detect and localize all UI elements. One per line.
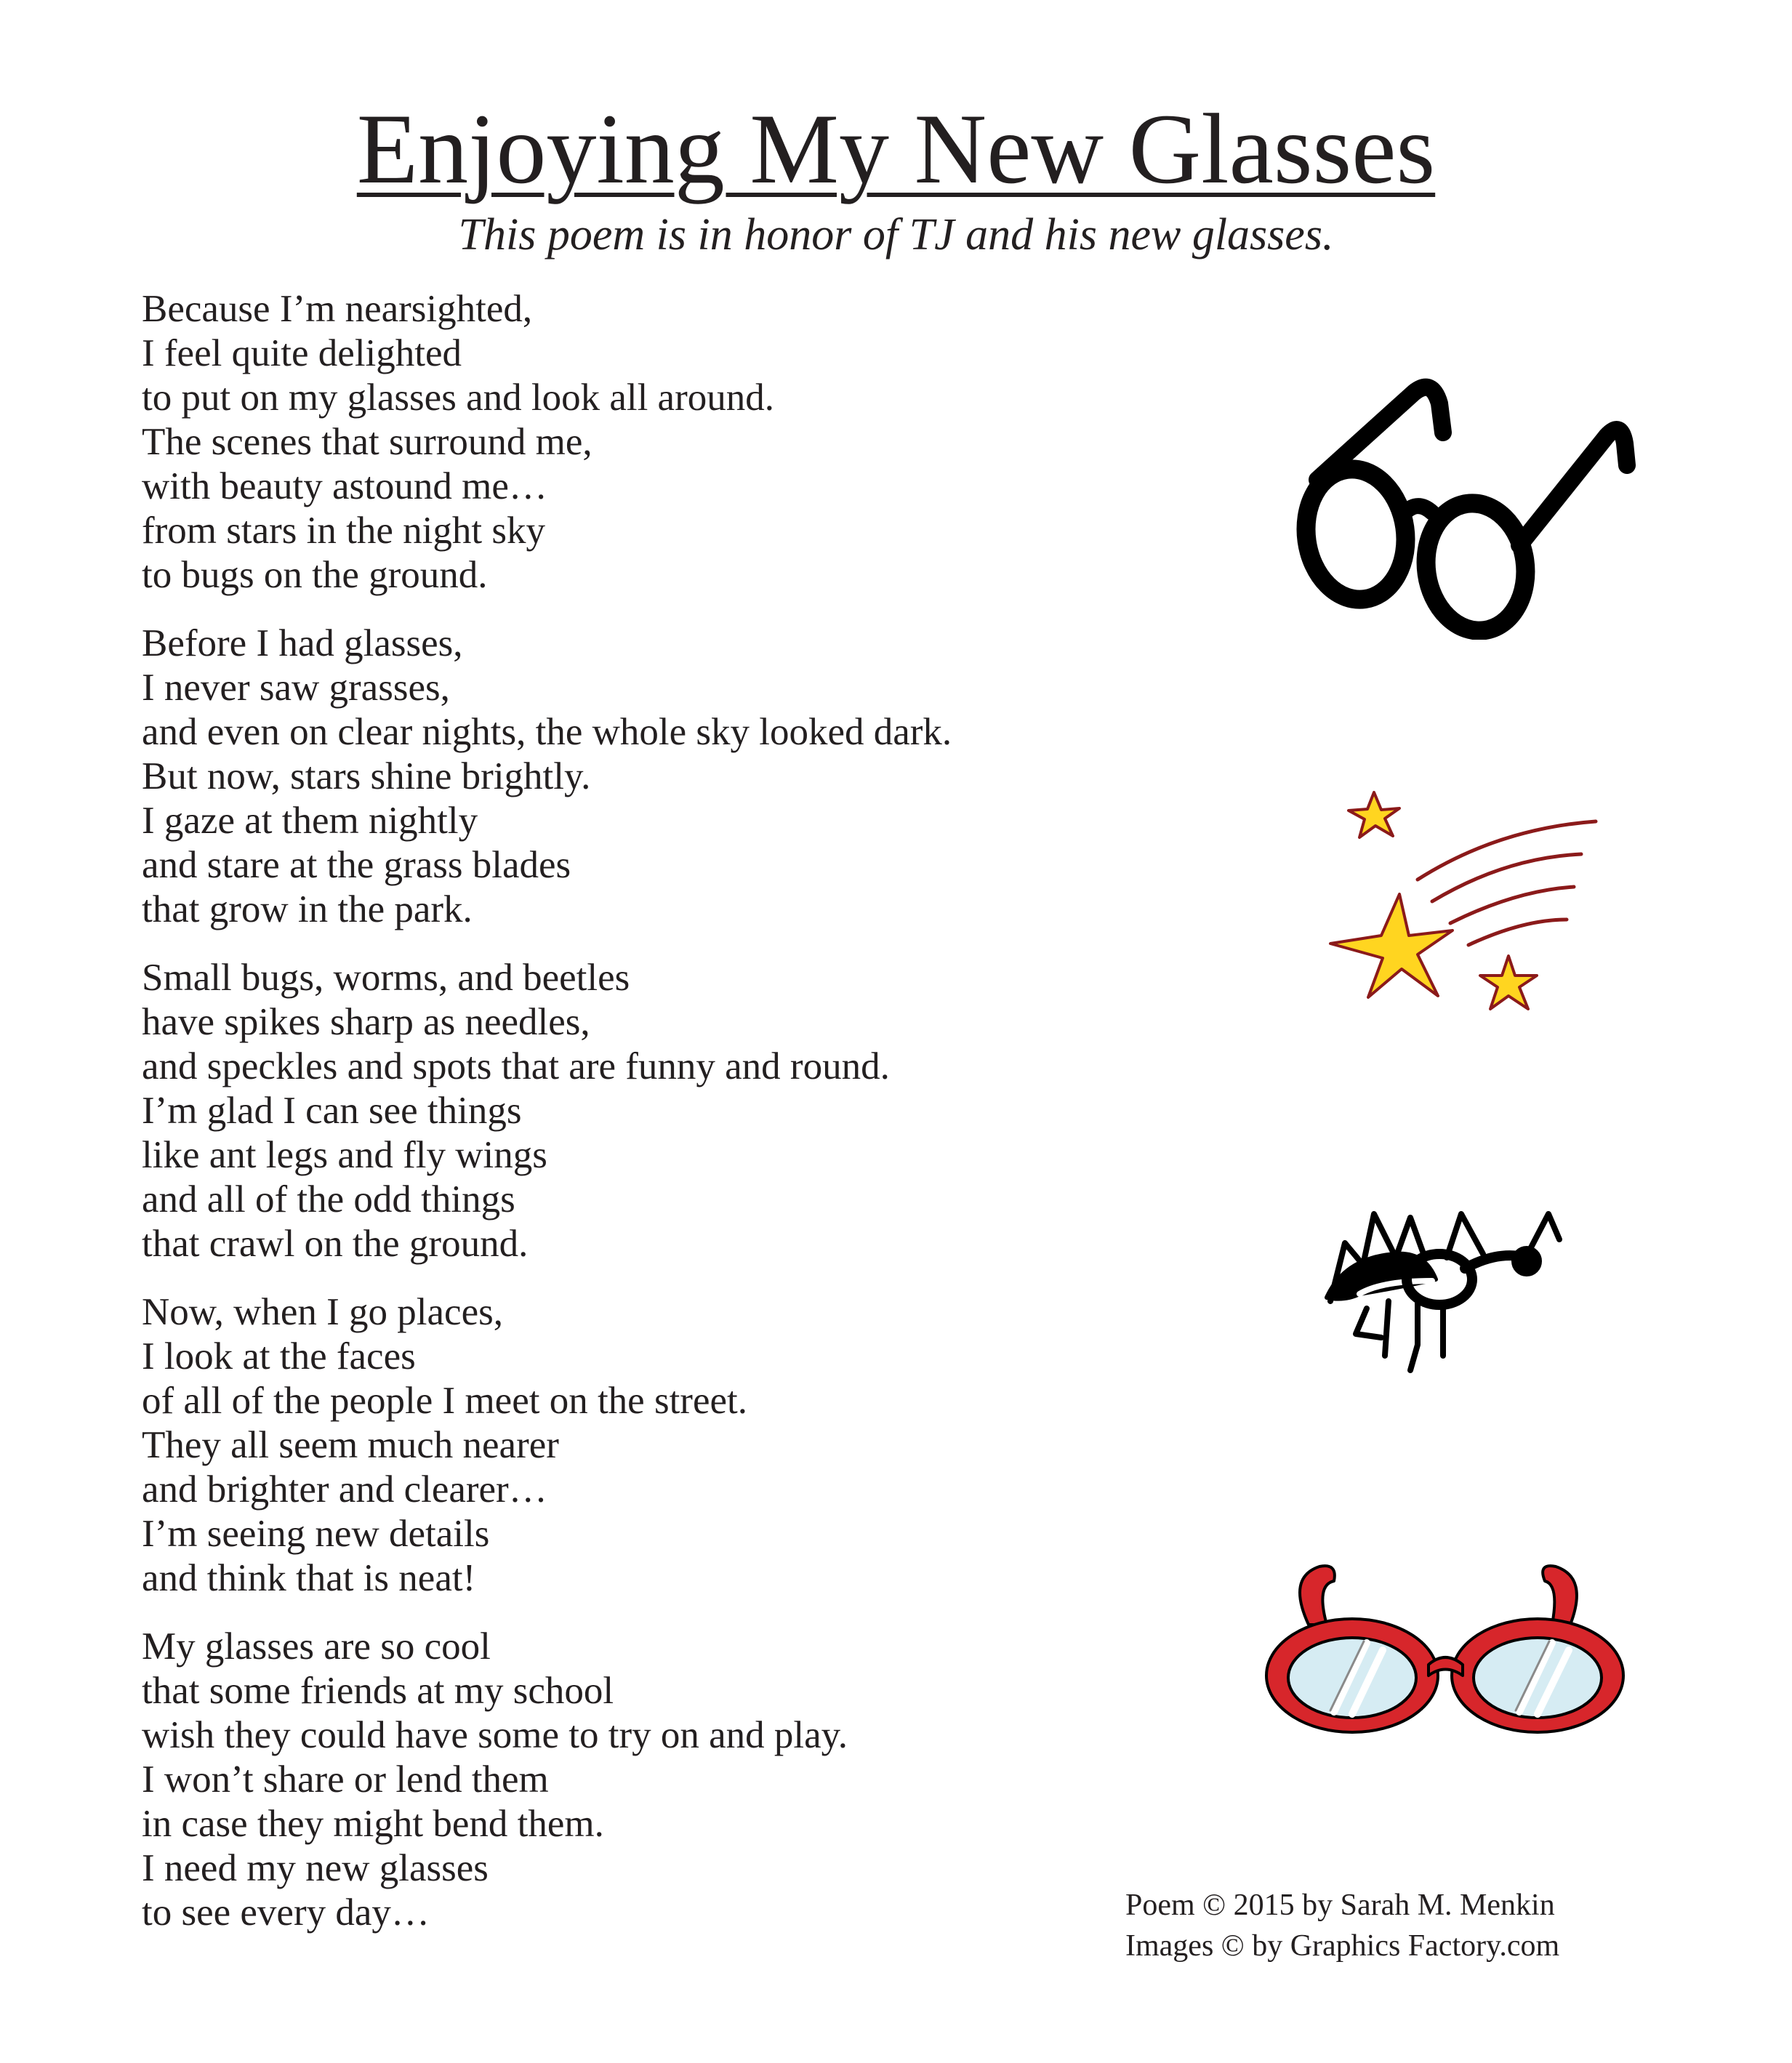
- poem-line: Before I had glasses,: [142, 622, 463, 664]
- title-block: [0, 94, 1792, 260]
- stanza-1: [142, 287, 1247, 598]
- poem-line: that grow in the park.: [142, 888, 473, 930]
- poem-line: have spikes sharp as needles,: [142, 1001, 590, 1043]
- stanza-4: [142, 1290, 1247, 1601]
- poem-line: to bugs on the ground.: [142, 554, 488, 596]
- poem-line: I won’t share or lend them: [142, 1758, 549, 1801]
- poem-line: Small bugs, worms, and beetles: [142, 957, 630, 999]
- poem-line: Because I’m nearsighted,: [142, 288, 533, 330]
- images-credit: Images © by Graphics Factory.com: [1125, 1929, 1560, 1963]
- poem-line: and brighter and clearer…: [142, 1468, 547, 1511]
- poem-line: that crawl on the ground.: [142, 1223, 529, 1265]
- bug-icon: [1316, 1199, 1578, 1381]
- poem-line: I feel quite delighted: [142, 332, 462, 374]
- page-title: Enjoying My New Glasses: [356, 93, 1436, 204]
- poem-body: [142, 287, 1247, 1959]
- shooting-stars-icon: [1316, 785, 1621, 1047]
- poem-line: But now, stars shine brightly.: [142, 755, 591, 797]
- red-glasses-icon: [1258, 1556, 1636, 1745]
- poem-line: with beauty astound me…: [142, 465, 547, 507]
- poem-line: wish they could have some to try on and play.: [142, 1714, 848, 1756]
- poem-line: and think that is neat!: [142, 1557, 476, 1599]
- poem-line: I never saw grasses,: [142, 667, 450, 709]
- poem-line: in case they might bend them.: [142, 1803, 604, 1845]
- poem-line: Now, when I go places,: [142, 1291, 503, 1333]
- poem-line: The scenes that surround me,: [142, 421, 592, 463]
- poem-line: that some friends at my school: [142, 1670, 614, 1712]
- poem-line: and speckles and spots that are funny and round.: [142, 1045, 890, 1087]
- poem-line: I’m glad I can see things: [142, 1090, 522, 1132]
- poem-line: I need my new glasses: [142, 1847, 489, 1889]
- poem-line: of all of the people I meet on the street.: [142, 1380, 747, 1422]
- poem-line: and even on clear nights, the whole sky looked dark.: [142, 711, 952, 753]
- poem-line: from stars in the night sky: [142, 510, 545, 552]
- black-glasses-icon: [1287, 363, 1636, 640]
- poem-line: to see every day…: [142, 1891, 430, 1934]
- stanza-3: [142, 956, 1247, 1266]
- poem-line: and all of the odd things: [142, 1178, 515, 1220]
- poem-line: My glasses are so cool: [142, 1625, 491, 1668]
- poem-line: They all seem much nearer: [142, 1424, 559, 1466]
- poem-line: I gaze at them nightly: [142, 800, 478, 842]
- page-subtitle: This poem is in honor of TJ and his new glasses.: [458, 210, 1334, 260]
- stanza-5: [142, 1625, 1247, 1935]
- stanza-2: [142, 622, 1247, 932]
- poem-line: I’m seeing new details: [142, 1513, 490, 1555]
- poem-line: like ant legs and fly wings: [142, 1134, 547, 1176]
- poem-line: and stare at the grass blades: [142, 844, 571, 886]
- poem-credit: Poem © 2015 by Sarah M. Menkin: [1125, 1889, 1555, 1922]
- poem-line: to put on my glasses and look all around.: [142, 377, 774, 419]
- poem-line: I look at the faces: [142, 1335, 416, 1378]
- credits: [1125, 1885, 1765, 1966]
